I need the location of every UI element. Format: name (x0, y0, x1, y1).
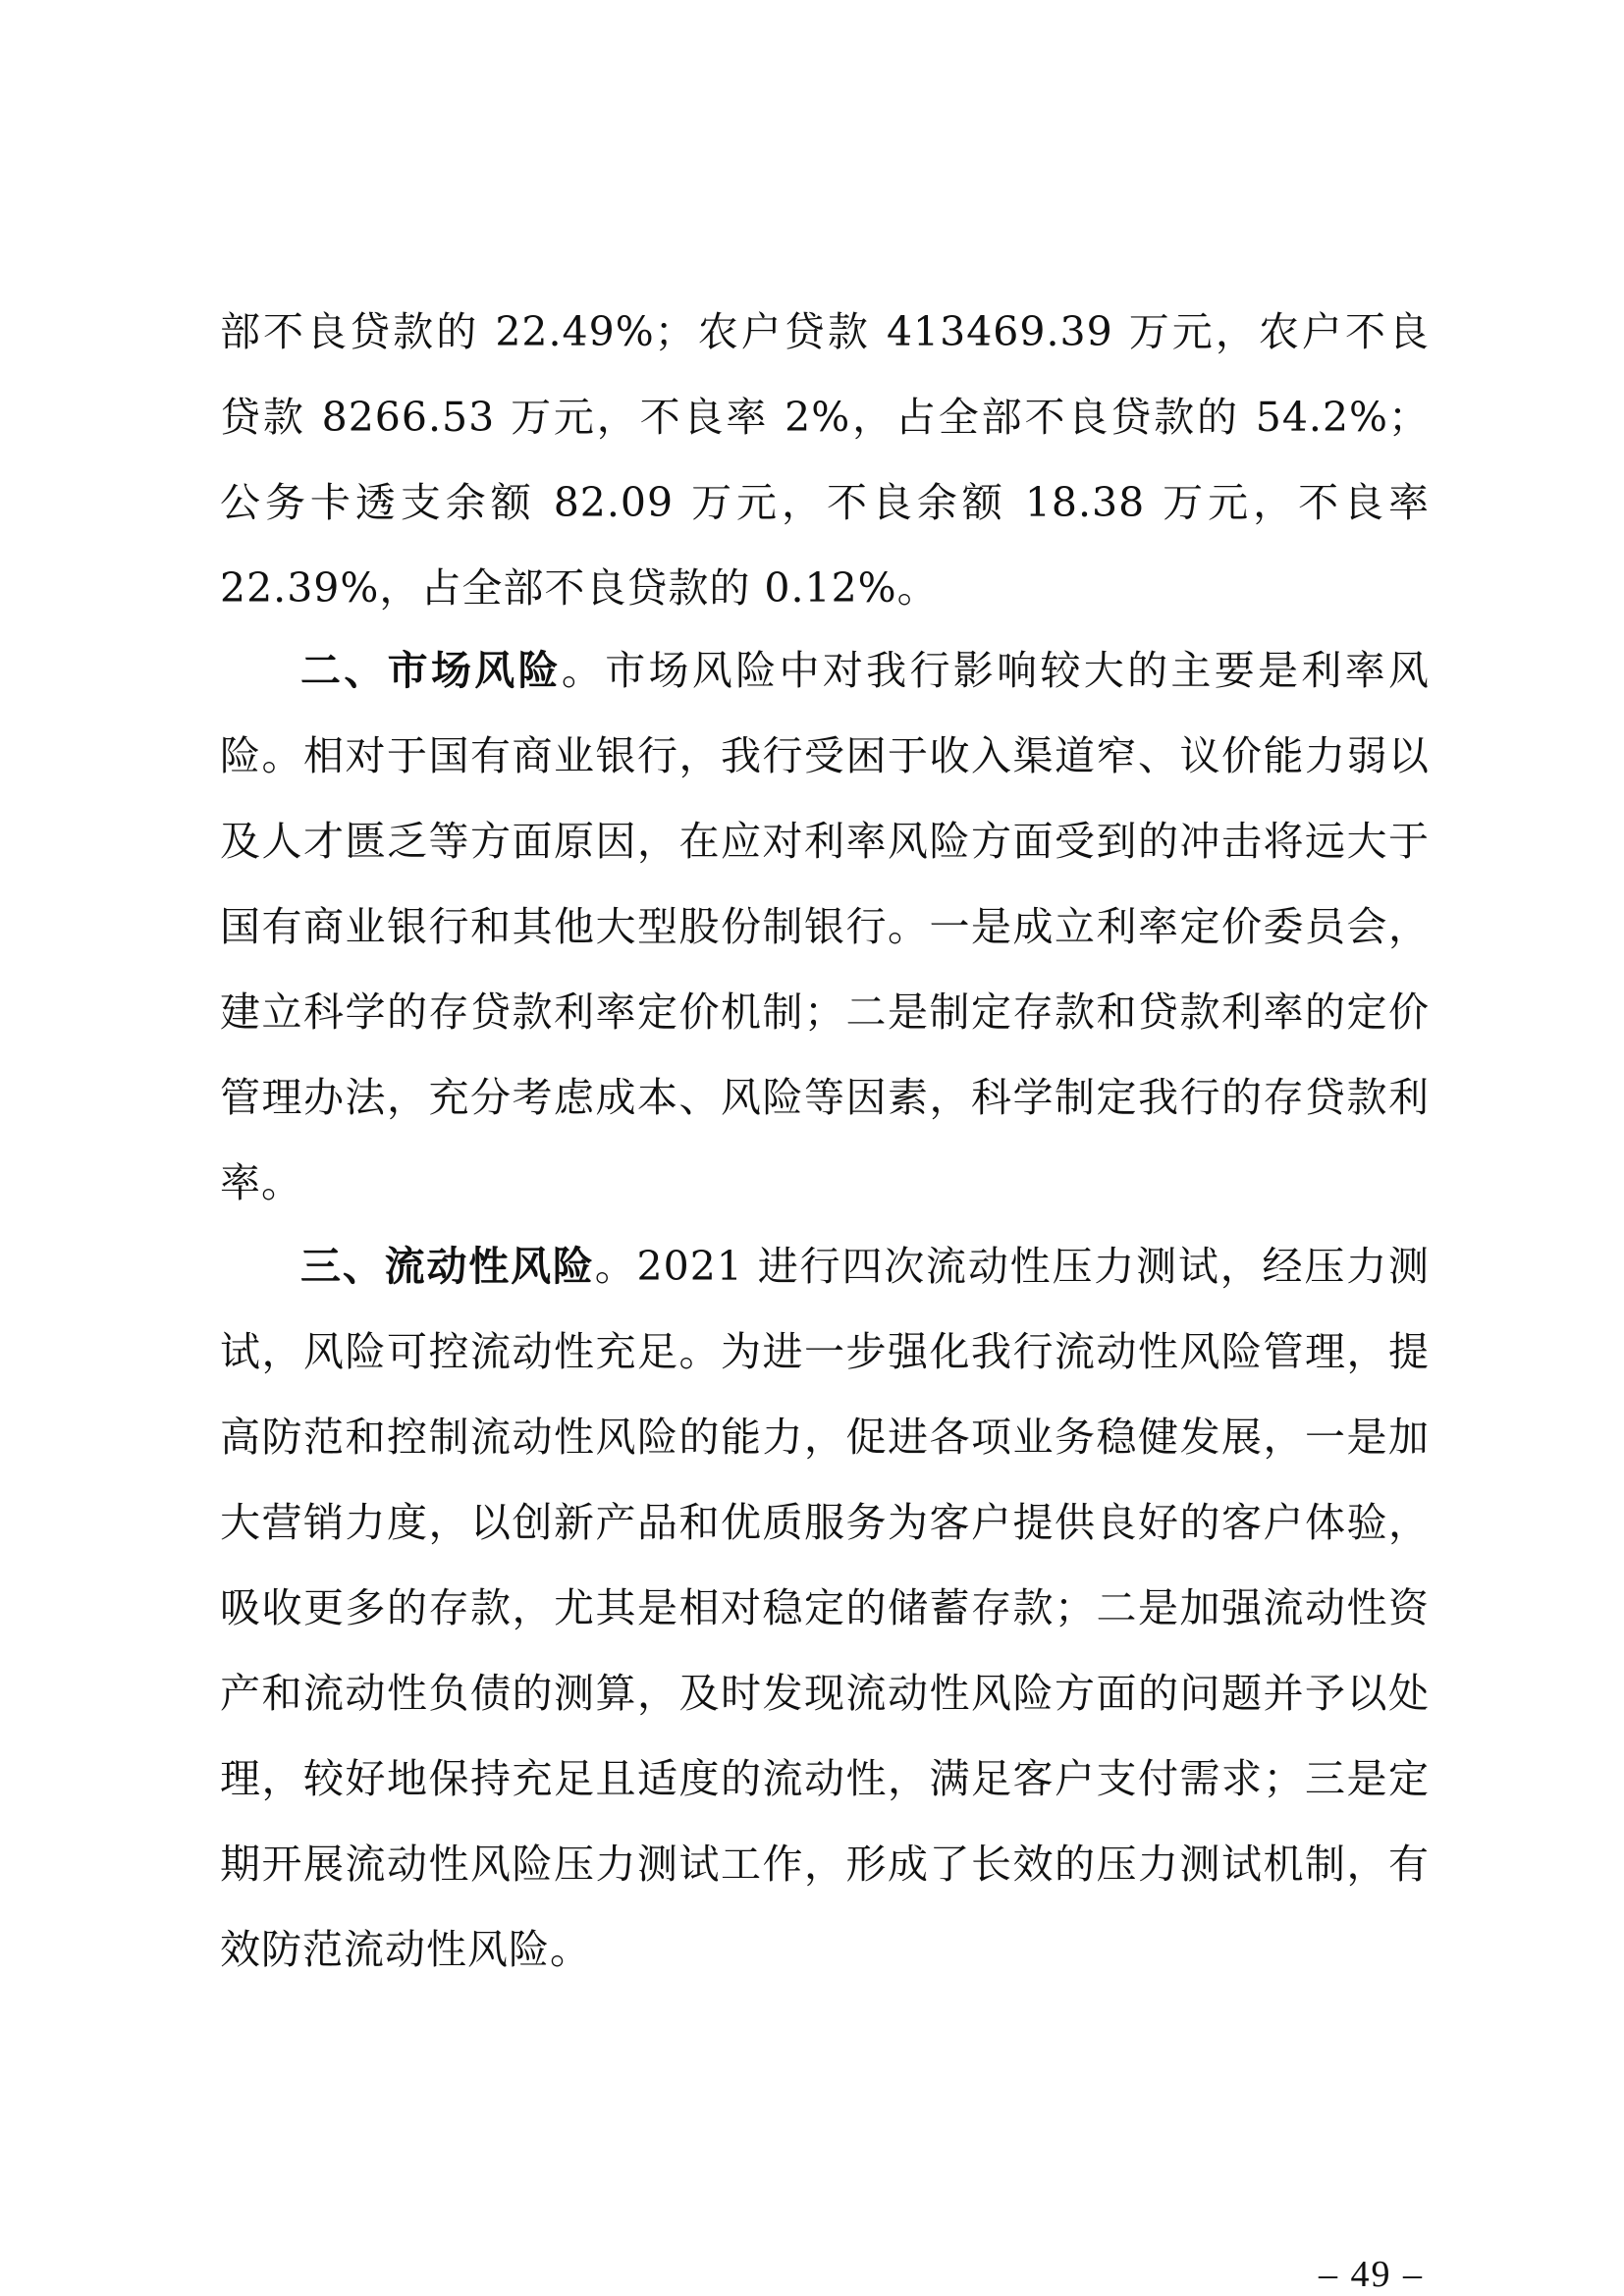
paragraph-credit-risk-continued (220, 290, 1430, 631)
paragraph-text: 部不良贷款的 22.49%；农户贷款 413469.39 万元，农户不良贷款 8266.53 万元，不良率 2%，占全部不良贷款的 54.2%；公务卡透支余额 82.09 万元，不良余额 18.38 万元，不良率 22.39%，占全部不良贷款的 0.12%。 (220, 308, 1430, 612)
paragraph-body (220, 1224, 1430, 1993)
paragraph-body (220, 628, 1430, 1226)
page-number: – 49 – (1319, 2254, 1424, 2295)
section-heading-market-risk: 二、市场风险 (300, 647, 562, 694)
paragraph-liquidity-risk (220, 1224, 1430, 1993)
section-heading-liquidity-risk: 三、流动性风险 (300, 1243, 595, 1290)
paragraph-text: 。市场风险中对我行影响较大的主要是利率风险。相对于国有商业银行，我行受困于收入渠道窄、议价能力弱以及人才匮乏等方面原因，在应对利率风险方面受到的冲击将远大于国有商业银行和其他大型股份制银行。一是成立利率定价委员会，建立科学的存贷款利率定价机制；二是制定存款和贷款利率的定价管理办法，充分考虑成本、风险等因素，科学制定我行的存贷款利率。 (220, 647, 1430, 1206)
paragraph-market-risk (220, 628, 1430, 1226)
paragraph-text: 。2021 进行四次流动性压力测试，经压力测试，风险可控流动性充足。为进一步强化我行流动性风险管理，提高防范和控制流动性风险的能力，促进各项业务稳健发展，一是加大营销力度，以创新产品和优质服务为客户提供良好的客户体验，吸收更多的存款，尤其是相对稳定的储蓄存款；二是加强流动性资产和流动性负债的测算，及时发现流动性风险方面的问题并予以处理，较好地保持充足且适度的流动性，满足客户支付需求；三是定期开展流动性风险压力测试工作，形成了长效的压力测试机制，有效防范流动性风险。 (220, 1243, 1431, 1973)
